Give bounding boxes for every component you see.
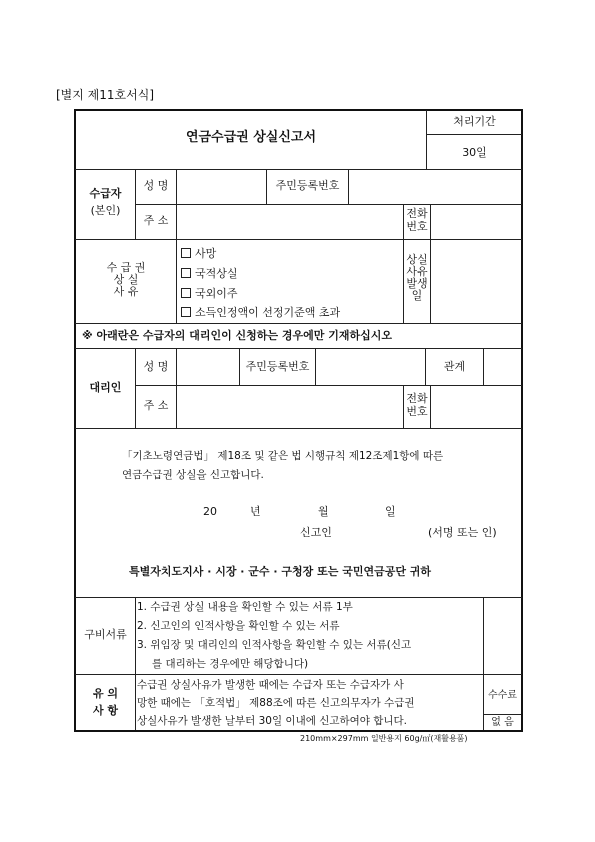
caution-line-2: 망한 때에는 「호적법」 제88조에 따른 신고의무자가 수급권 <box>137 697 415 709</box>
recipient-name-field[interactable] <box>177 171 266 203</box>
document-item-1: 1. 수급권 상실 내용을 확인할 수 있는 서류 1부 <box>137 601 353 613</box>
agent-name-label: 성 명 <box>143 360 169 373</box>
document-item-3-continued: 를 대리하는 경우에만 해당합니다) <box>152 658 309 670</box>
loss-reason-label: 수 급 권 상 실 사 유 <box>106 261 146 299</box>
fee-value: 없 음 <box>491 717 514 728</box>
documents-label: 구비서류 <box>84 628 127 641</box>
caution-label: 유 의 사 항 <box>92 687 119 717</box>
recipient-name-label: 성 명 <box>143 179 169 192</box>
loss-date-field[interactable] <box>431 241 521 322</box>
option-death[interactable]: 사망 <box>181 245 216 261</box>
option-emigration[interactable]: 국외이주 <box>181 285 238 301</box>
recipient-rrn-label: 주민등록번호 <box>275 179 340 192</box>
caution-line-3: 상실사유가 발생한 날부터 30일 이내에 신고하여야 합니다. <box>137 715 408 727</box>
processing-period-label: 처리기간 <box>453 115 496 128</box>
checkbox-loss-of-nationality[interactable] <box>181 268 191 278</box>
paper-spec: 210mm×297mm 일반용지 60g/㎡(재활용품) <box>300 734 468 743</box>
signature-field[interactable]: (서명 또는 인) <box>428 526 497 539</box>
agent-phone-field[interactable] <box>431 387 521 427</box>
date-year-unit: 년 <box>250 505 261 518</box>
processing-period-value: 30일 <box>462 146 487 159</box>
recipient-address-field[interactable] <box>177 206 403 238</box>
recipient-phone-label: 전화 번호 <box>406 207 428 233</box>
recipient-phone-field[interactable] <box>431 206 521 238</box>
date-year: 20 <box>203 505 217 518</box>
recipient-section-sub: (본인) <box>90 204 121 217</box>
agent-relation-label: 관계 <box>443 360 466 373</box>
agent-section-label: 대리인 <box>89 381 122 394</box>
fee-label: 수수료 <box>488 690 517 701</box>
declaration-line-1: 「기초노령연금법」 제18조 및 같은 법 시행규칙 제12조제1항에 따른 <box>122 450 444 462</box>
date-day-unit: 일 <box>385 505 396 518</box>
recipient-rrn-field[interactable] <box>349 171 521 203</box>
agent-notice: ※ 아래란은 수급자의 대리인이 신청하는 경우에만 기재하십시오 <box>82 329 392 342</box>
checkbox-emigration[interactable] <box>181 288 191 298</box>
recipient-section-label: 수급자 <box>89 187 122 200</box>
agent-phone-label: 전화 번호 <box>406 392 428 418</box>
checkbox-income-exceeds[interactable] <box>181 307 191 317</box>
date-month-unit: 월 <box>318 505 329 518</box>
document-item-3: 3. 위임장 및 대리인의 인적사항을 확인할 수 있는 서류(신고 <box>137 639 412 651</box>
document-item-2: 2. 신고인의 인적사항을 확인할 수 있는 서류 <box>137 620 340 632</box>
agent-address-label: 주 소 <box>143 399 169 412</box>
loss-date-label: 상실 사유 발생 일 <box>406 253 428 302</box>
agent-rrn-label: 주민등록번호 <box>245 360 310 373</box>
declaration-line-2: 연금수급권 상실을 신고합니다. <box>122 469 264 481</box>
option-income-exceeds[interactable]: 소득인정액이 선정기준액 초과 <box>181 304 340 320</box>
agent-address-field[interactable] <box>177 387 403 427</box>
caution-line-1: 수급권 상실사유가 발생한 때에는 수급자 또는 수급자가 사 <box>137 679 404 691</box>
form-title: 연금수급권 상실신고서 <box>185 130 317 145</box>
agent-rrn-field[interactable] <box>316 350 425 384</box>
form-number-label: [별지 제11호서식] <box>56 88 154 102</box>
recipient-address-label: 주 소 <box>143 214 169 227</box>
agent-name-field[interactable] <box>177 350 239 384</box>
agent-relation-field[interactable] <box>484 350 521 384</box>
addressee: 특별자치도지사 · 시장 · 군수 · 구청장 또는 국민연금공단 귀하 <box>129 565 432 578</box>
checkbox-death[interactable] <box>181 248 191 258</box>
option-loss-of-nationality[interactable]: 국적상실 <box>181 265 238 281</box>
reporter-label: 신고인 <box>300 526 332 539</box>
